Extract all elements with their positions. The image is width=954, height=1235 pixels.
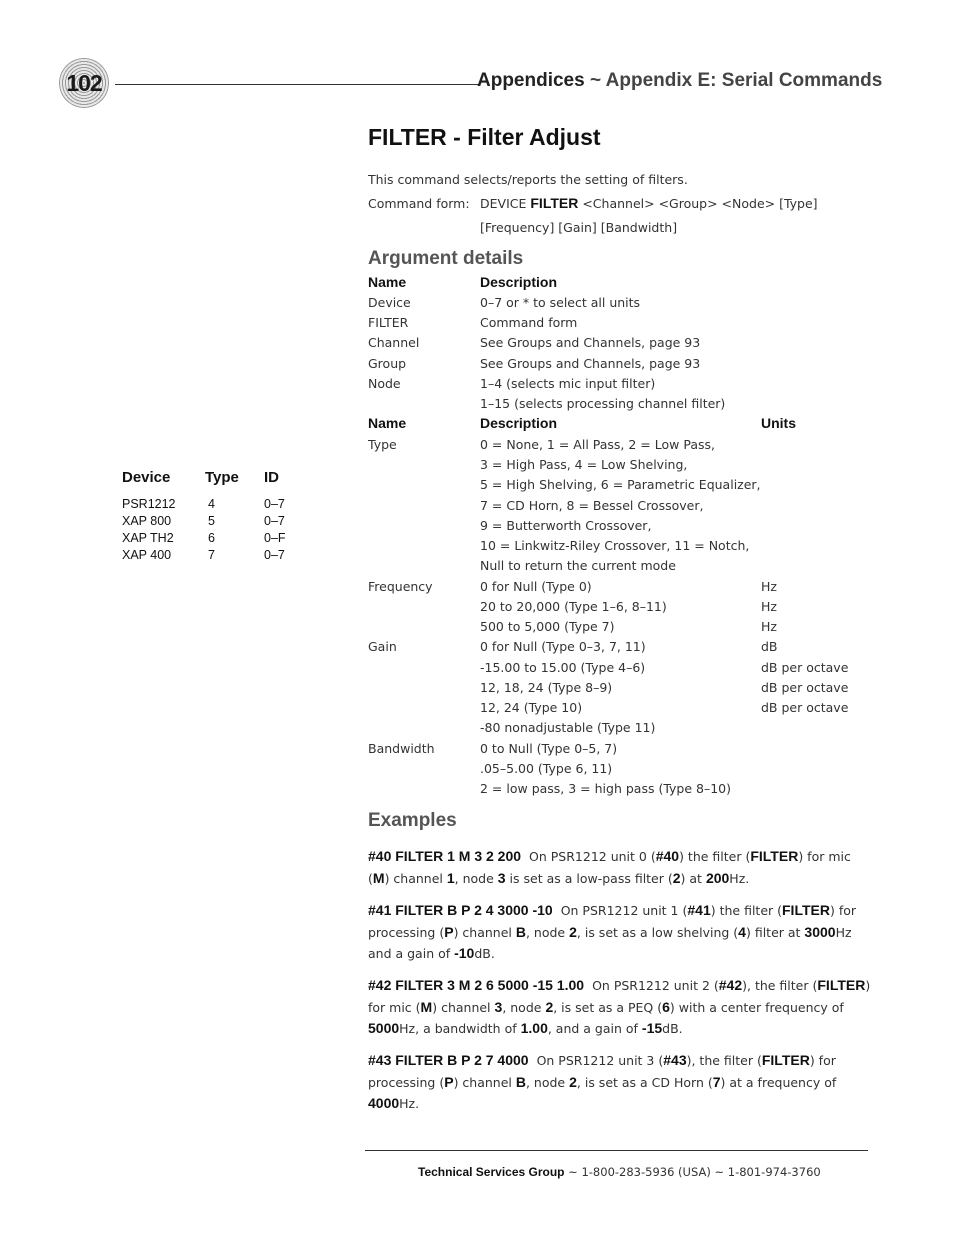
example-paragraph bbox=[368, 975, 873, 1040]
example-command: #43 FILTER B P 2 7 4000 bbox=[368, 1052, 529, 1068]
command-form-prefix: DEVICE bbox=[480, 196, 527, 211]
footer-contact: ~ 1-800-283-5936 (USA) ~ 1-801-974-3760 bbox=[568, 1165, 821, 1179]
example-emphasis: 5000 bbox=[368, 1020, 400, 1036]
device-table-cell: XAP TH2 bbox=[122, 531, 174, 545]
example-emphasis: #40 bbox=[655, 848, 680, 864]
arg-units: Hz bbox=[761, 599, 777, 614]
arg-units: Hz bbox=[761, 579, 777, 594]
arg-units: dB bbox=[761, 639, 778, 654]
arg-description: Null to return the current mode bbox=[480, 558, 676, 573]
arg-description: 0 for Null (Type 0) bbox=[480, 579, 592, 594]
example-text: Hz. bbox=[729, 870, 750, 886]
example-emphasis: #43 bbox=[663, 1052, 687, 1068]
example-emphasis: 1 bbox=[446, 869, 455, 886]
example-emphasis: 1.00 bbox=[520, 1020, 548, 1036]
device-table-cell: 0–7 bbox=[264, 548, 285, 562]
example-text: , node bbox=[454, 870, 498, 886]
arg-description: 0 to Null (Type 0–5, 7) bbox=[480, 741, 618, 756]
footer-org: Technical Services Group bbox=[418, 1165, 565, 1179]
example-command: #42 FILTER 3 M 2 6 5000 -15 1.00 bbox=[368, 977, 585, 993]
arg-description: Command form bbox=[480, 315, 578, 330]
example-emphasis: 2 bbox=[672, 869, 681, 886]
example-text: ) for processing ( bbox=[368, 1053, 836, 1090]
arg-description: 3 = High Pass, 4 = Low Shelving, bbox=[480, 457, 688, 472]
arg-description: 7 = CD Horn, 8 = Bessel Crossover, bbox=[480, 498, 704, 513]
header-title bbox=[477, 70, 882, 92]
example-text: ) at bbox=[680, 870, 706, 886]
header-separator: ~ bbox=[589, 70, 602, 91]
device-table-cell: XAP 400 bbox=[122, 548, 172, 562]
example-text: ) with a center frequency of bbox=[669, 999, 844, 1015]
example-text: Hz, a bandwidth of bbox=[399, 1021, 521, 1036]
example-emphasis: FILTER bbox=[817, 977, 866, 993]
example-text: ) channel bbox=[432, 999, 495, 1015]
arg-name: Channel bbox=[368, 335, 420, 350]
example-text: dB. bbox=[662, 1021, 683, 1036]
page-title: FILTER - Filter Adjust bbox=[368, 124, 601, 150]
arg-units: dB per octave bbox=[761, 700, 849, 715]
example-command: #40 FILTER 1 M 3 2 200 bbox=[368, 848, 522, 864]
example-text: ) the filter ( bbox=[710, 903, 782, 918]
arg-description: See Groups and Channels, page 93 bbox=[480, 335, 701, 350]
example-text: , node bbox=[502, 999, 546, 1015]
arg-units: Hz bbox=[761, 619, 777, 634]
col-header-description-2: Description bbox=[480, 415, 558, 431]
arg-description: 0–7 or * to select all units bbox=[480, 295, 641, 310]
example-emphasis: 6 bbox=[662, 998, 670, 1015]
device-table-header-device: Device bbox=[122, 469, 171, 486]
example-text: , is set as a CD Horn ( bbox=[576, 1074, 713, 1090]
example-emphasis: FILTER bbox=[761, 1052, 810, 1068]
example-emphasis: P bbox=[444, 923, 454, 940]
example-emphasis: 4 bbox=[738, 923, 746, 940]
col-header-name-2: Name bbox=[368, 415, 407, 431]
col-header-name: Name bbox=[368, 274, 407, 290]
arg-description: 1–4 (selects mic input filter) bbox=[480, 376, 656, 391]
example-text: ) for processing ( bbox=[368, 903, 857, 940]
example-text: dB. bbox=[474, 946, 495, 961]
example-text: ) for mic ( bbox=[368, 849, 851, 886]
example-text: ), the filter ( bbox=[686, 1053, 762, 1068]
arg-description: 12, 24 (Type 10) bbox=[480, 700, 583, 715]
example-emphasis: B bbox=[515, 1073, 526, 1090]
col-header-units: Units bbox=[761, 415, 796, 431]
example-emphasis: FILTER bbox=[750, 848, 799, 864]
example-text: ) the filter ( bbox=[679, 849, 751, 864]
device-table-cell: 0–F bbox=[264, 531, 286, 545]
example-emphasis: FILTER bbox=[782, 902, 830, 918]
arg-description: 0 for Null (Type 0–3, 7, 11) bbox=[480, 639, 646, 654]
arg-name: Gain bbox=[368, 639, 397, 654]
example-text: , is set as a low shelving ( bbox=[576, 924, 739, 940]
example-text: Hz. bbox=[399, 1096, 420, 1111]
arg-description: 12, 18, 24 (Type 8–9) bbox=[480, 680, 613, 695]
command-form-keyword: FILTER bbox=[530, 195, 579, 211]
example-text: On PSR1212 unit 2 ( bbox=[592, 978, 719, 993]
example-text: ) at a frequency of bbox=[720, 1074, 837, 1090]
arg-units: dB per octave bbox=[761, 680, 849, 695]
intro-text: This command selects/reports the setting of filters. bbox=[368, 172, 688, 187]
example-text: Hz and a gain of bbox=[368, 924, 852, 961]
arg-description: 9 = Butterworth Crossover, bbox=[480, 518, 652, 533]
example-emphasis: 3 bbox=[494, 998, 503, 1015]
arg-description: .05–5.00 (Type 6, 11) bbox=[480, 761, 613, 776]
example-emphasis: B bbox=[515, 923, 526, 940]
col-header-description: Description bbox=[480, 274, 558, 290]
example-emphasis: 4000 bbox=[368, 1095, 400, 1111]
device-table-cell: 5 bbox=[208, 514, 215, 528]
arg-description: 2 = low pass, 3 = high pass (Type 8–10) bbox=[480, 781, 731, 796]
example-emphasis: 7 bbox=[712, 1073, 721, 1090]
arg-description: 1–15 (selects processing channel filter) bbox=[480, 396, 726, 411]
page-number-badge bbox=[59, 58, 109, 108]
device-table-cell: PSR1212 bbox=[122, 497, 176, 511]
page-number: 102 bbox=[66, 69, 102, 96]
example-emphasis: M bbox=[372, 869, 385, 886]
arg-name: Group bbox=[368, 356, 407, 371]
arg-name: Bandwidth bbox=[368, 741, 435, 756]
arg-name: Device bbox=[368, 295, 411, 310]
example-paragraph bbox=[368, 846, 873, 889]
footer-rule bbox=[365, 1150, 868, 1151]
arg-description: 10 = Linkwitz-Riley Crossover, 11 = Notch, bbox=[480, 538, 750, 553]
example-emphasis: P bbox=[444, 1073, 454, 1090]
example-text: , node bbox=[525, 924, 570, 940]
arg-description: 20 to 20,000 (Type 1–6, 8–11) bbox=[480, 599, 667, 614]
example-emphasis: -10 bbox=[454, 945, 475, 961]
arg-description: 5 = High Shelving, 6 = Parametric Equalizer, bbox=[480, 477, 761, 492]
example-text: On PSR1212 unit 3 ( bbox=[536, 1053, 664, 1068]
example-paragraph bbox=[368, 900, 873, 965]
example-text: , node bbox=[525, 1074, 570, 1090]
arg-description: 0 = None, 1 = All Pass, 2 = Low Pass, bbox=[480, 437, 715, 452]
arg-name: FILTER bbox=[368, 315, 409, 330]
device-table-cell: 0–7 bbox=[264, 497, 285, 511]
arg-name: Type bbox=[368, 437, 397, 452]
arg-name: Frequency bbox=[368, 579, 433, 594]
example-text: ) for mic ( bbox=[368, 978, 871, 1015]
command-form-syntax bbox=[480, 195, 818, 211]
command-form-suffix: <Channel> <Group> <Node> [Type] bbox=[582, 196, 818, 211]
example-text: On PSR1212 unit 1 ( bbox=[560, 903, 688, 918]
example-text: is set as a low-pass filter ( bbox=[505, 870, 673, 886]
example-emphasis: -15 bbox=[641, 1020, 663, 1036]
example-emphasis: #42 bbox=[718, 977, 743, 993]
example-emphasis: 2 bbox=[569, 923, 577, 940]
arg-description: -80 nonadjustable (Type 11) bbox=[480, 720, 656, 735]
argument-details-heading: Argument details bbox=[368, 248, 524, 269]
arg-description: -15.00 to 15.00 (Type 4–6) bbox=[480, 660, 646, 675]
example-text: , is set as a PEQ ( bbox=[553, 999, 663, 1015]
example-emphasis: 3000 bbox=[804, 923, 836, 940]
device-table-header-type: Type bbox=[205, 469, 239, 486]
example-text: , and a gain of bbox=[547, 1021, 642, 1036]
example-text: ) filter at bbox=[745, 924, 805, 940]
arg-name: Node bbox=[368, 376, 401, 391]
arg-description: 500 to 5,000 (Type 7) bbox=[480, 619, 615, 634]
command-form-label: Command form: bbox=[368, 196, 470, 211]
arg-description: See Groups and Channels, page 93 bbox=[480, 356, 701, 371]
device-table-cell: 4 bbox=[208, 497, 215, 511]
device-table-header-id: ID bbox=[264, 469, 279, 486]
device-table-cell: XAP 800 bbox=[122, 514, 172, 528]
example-emphasis: 200 bbox=[705, 869, 730, 886]
device-table-cell: 0–7 bbox=[264, 514, 285, 528]
example-emphasis: #41 bbox=[687, 902, 711, 918]
example-text: ) channel bbox=[453, 1074, 516, 1090]
command-form-line2: [Frequency] [Gain] [Bandwidth] bbox=[480, 220, 678, 235]
example-text: ), the filter ( bbox=[742, 978, 818, 993]
device-table-cell: 7 bbox=[208, 548, 215, 562]
example-text: On PSR1212 unit 0 ( bbox=[529, 849, 656, 864]
example-paragraph bbox=[368, 1050, 873, 1115]
device-table-cell: 6 bbox=[208, 531, 215, 545]
examples-heading: Examples bbox=[368, 810, 457, 831]
example-emphasis: 3 bbox=[497, 869, 506, 886]
example-emphasis: 2 bbox=[569, 1073, 577, 1090]
header-rule bbox=[115, 84, 479, 85]
example-text: ) channel bbox=[453, 924, 516, 940]
footer bbox=[418, 1165, 821, 1179]
example-text: ) channel bbox=[384, 870, 447, 886]
arg-units: dB per octave bbox=[761, 660, 849, 675]
header-subsection: Appendix E: Serial Commands bbox=[605, 70, 883, 91]
example-emphasis: 2 bbox=[545, 998, 554, 1015]
example-command: #41 FILTER B P 2 4 3000 -10 bbox=[368, 902, 553, 918]
header-section: Appendices bbox=[477, 70, 585, 91]
example-emphasis: M bbox=[420, 998, 433, 1015]
